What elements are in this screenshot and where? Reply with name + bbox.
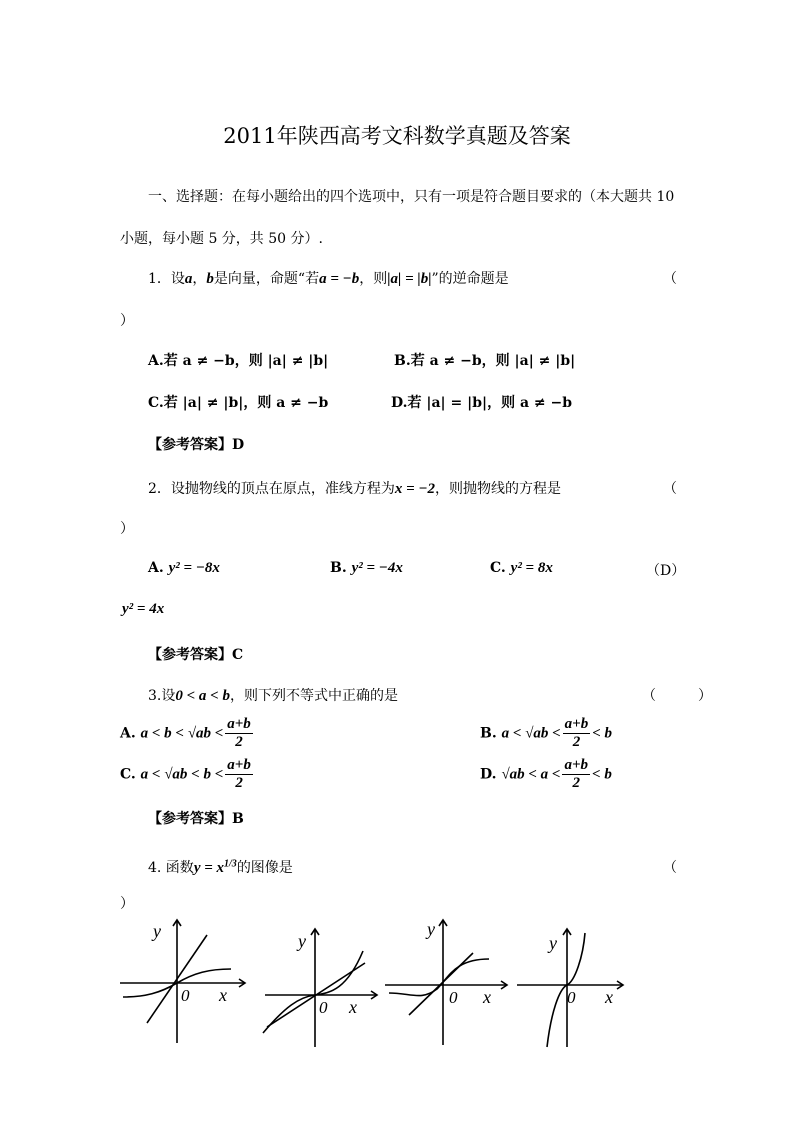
option-text: y² = −8x xyxy=(168,560,220,576)
option-text: y² = 4x xyxy=(122,601,165,617)
option-text: y² = −4x xyxy=(351,560,403,576)
option-label: B. xyxy=(394,353,411,369)
y-label: y xyxy=(298,931,306,951)
q1-paren-open: （ xyxy=(663,271,677,287)
q2-text-b: ，则抛物线的方程是 xyxy=(435,481,562,497)
fraction xyxy=(225,716,253,751)
option-text: 若 |a| = |b|，则 a ≠ −b xyxy=(407,395,573,411)
y-label: y xyxy=(549,933,557,953)
fraction xyxy=(563,716,591,751)
y-label: y xyxy=(427,919,435,939)
option-expr-left: a < √ab < xyxy=(501,725,561,742)
q4-function: y = x xyxy=(193,860,225,876)
q3-option-a xyxy=(120,716,255,751)
fraction-numerator: a+b xyxy=(564,757,589,773)
q2-condition: x = −2 xyxy=(394,481,436,497)
origin-label: 0 xyxy=(449,988,458,1007)
fraction-numerator: a+b xyxy=(227,757,251,773)
q1-var-a: a xyxy=(184,271,193,287)
option-label: A. xyxy=(120,725,136,742)
x-label: x xyxy=(483,987,491,1007)
option-label: C. xyxy=(148,395,164,411)
option-text: 若 |a| ≠ |b|，则 a ≠ −b xyxy=(163,395,329,411)
q1-then: ，则 xyxy=(359,271,388,287)
fraction-denominator: 2 xyxy=(235,775,243,791)
section-intro-line1: 一、选择题：在每小题给出的四个选项中，只有一项是符合题目要求的（本大题共 10 xyxy=(148,189,675,205)
q1-paren-close: ） xyxy=(120,313,134,329)
fraction-denominator: 2 xyxy=(572,734,581,750)
q2-option-c xyxy=(490,560,553,577)
q2-option-d xyxy=(122,601,164,618)
x-label: x xyxy=(349,997,357,1017)
x-label: x xyxy=(219,985,227,1005)
q3-paren: （ ） xyxy=(642,688,712,704)
q2-paren-close: ） xyxy=(120,521,134,537)
q1-text-c: ”的逆命题是 xyxy=(431,271,509,287)
origin-label: 0 xyxy=(319,998,328,1017)
option-expr-right: < b xyxy=(592,725,613,742)
q4-text-a: 4. 函数 xyxy=(148,860,194,876)
fraction xyxy=(562,757,590,792)
option-text: 若 a ≠ −b，则 |a| ≠ |b| xyxy=(163,353,329,369)
option-label: D. xyxy=(391,395,408,411)
q1-condition: a = −b xyxy=(319,271,360,287)
q1-answer: 【参考答案】D xyxy=(148,437,245,453)
graph-b xyxy=(263,929,377,1047)
option-label: A. xyxy=(148,560,164,576)
graph-a xyxy=(120,920,245,1043)
option-label: C. xyxy=(490,560,506,576)
origin-label: 0 xyxy=(567,988,576,1007)
q1-text-a: 1．设 xyxy=(148,271,185,287)
q1-option-b xyxy=(394,350,575,370)
q3-option-d xyxy=(480,757,612,792)
q2-option-a xyxy=(148,560,220,577)
fraction-denominator: 2 xyxy=(235,734,243,750)
graph-c xyxy=(385,919,507,1045)
q1-comma: ， xyxy=(192,271,207,287)
q2-text-a: 2．设抛物线的顶点在原点，准线方程为 xyxy=(148,481,395,497)
option-expr-right: < b xyxy=(592,766,612,783)
option-text: 若 a ≠ −b，则 |a| ≠ |b| xyxy=(410,353,576,369)
q1-option-a xyxy=(148,350,328,370)
q3-option-b xyxy=(480,716,612,751)
option-expr-left: √ab < a < xyxy=(501,766,561,783)
q1-var-b: b xyxy=(206,271,214,287)
q3-option-c xyxy=(120,757,255,792)
q3-text-b: ，则下列不等式中正确的是 xyxy=(229,688,398,704)
cube-root-curve xyxy=(389,959,489,996)
q3-text-a: 3.设 xyxy=(148,688,176,704)
section-intro-line2: 小题，每小题 5 分，共 50 分）. xyxy=(120,231,323,247)
q2-option-b xyxy=(330,560,403,577)
fraction-numerator: a+b xyxy=(564,716,589,732)
fraction-numerator: a+b xyxy=(227,716,251,732)
q1-conclusion: |a| = |b| xyxy=(387,271,432,287)
q1-text-b: 是向量，命题“若 xyxy=(213,271,320,287)
q1-option-d xyxy=(391,392,572,412)
question-2-stem xyxy=(148,478,561,498)
page-title: 2011年陕西高考文科数学真题及答案 xyxy=(223,124,571,148)
question-1-stem xyxy=(148,268,509,288)
q4-text-b: 的图像是 xyxy=(236,860,293,876)
graph-d xyxy=(517,929,623,1047)
y-label: y xyxy=(153,921,161,941)
q4-graphs xyxy=(115,915,645,1055)
q4-paren-open: （ xyxy=(663,860,677,876)
option-label: D. xyxy=(480,766,497,783)
question-3-stem xyxy=(148,685,398,705)
q2-option-d-label: （D） xyxy=(646,563,686,579)
x-label: x xyxy=(605,987,613,1007)
q4-exponent: 1/3 xyxy=(224,858,237,870)
fraction-denominator: 2 xyxy=(572,775,580,791)
q2-paren-open: （ xyxy=(663,481,677,497)
q1-option-c xyxy=(148,392,328,412)
q2-answer: 【参考答案】C xyxy=(148,647,244,663)
q3-condition: 0 < a < b xyxy=(175,688,230,704)
option-label: B. xyxy=(480,725,497,742)
option-text: y² = 8x xyxy=(510,560,553,576)
option-label: C. xyxy=(120,766,136,783)
origin-label: 0 xyxy=(181,986,190,1005)
option-label: A. xyxy=(148,353,164,369)
question-4-stem xyxy=(148,857,293,877)
option-expr-left: a < √ab < b < xyxy=(140,766,224,783)
option-expr-left: a < b < √ab < xyxy=(140,725,224,742)
option-label: B. xyxy=(330,560,347,576)
q4-paren-close: ） xyxy=(120,896,134,912)
q3-answer: 【参考答案】B xyxy=(148,811,244,827)
fraction xyxy=(225,757,253,792)
